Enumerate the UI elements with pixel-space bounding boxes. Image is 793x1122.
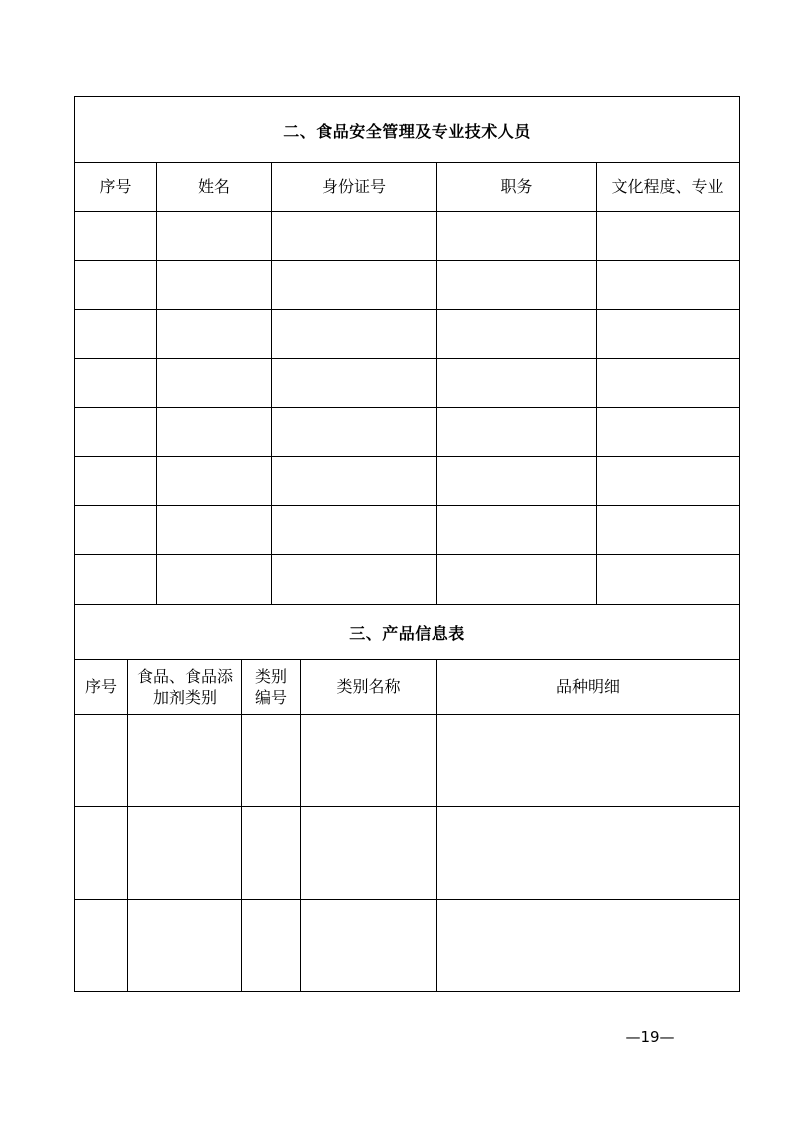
- column-divider: [156, 162, 157, 604]
- divider: [75, 211, 739, 212]
- divider: [75, 358, 739, 359]
- header-position: 职务: [500, 177, 533, 196]
- column-divider: [596, 162, 597, 604]
- divider: [75, 554, 739, 555]
- section2-title: 二、食品安全管理及专业技术人员: [283, 122, 531, 141]
- header-id-number: 身份证号: [321, 177, 386, 196]
- page-number: —19—: [625, 1028, 675, 1046]
- header-serial-number: 序号: [84, 677, 117, 696]
- divider: [75, 714, 739, 715]
- section3-title: 三、产品信息表: [349, 624, 465, 643]
- column-divider: [127, 659, 128, 991]
- header-name: 姓名: [197, 177, 230, 196]
- header-variety-details: 品种明细: [555, 677, 620, 696]
- column-divider: [241, 659, 242, 991]
- divider: [75, 456, 739, 457]
- divider: [75, 309, 739, 310]
- header-category-code: 类别编号: [254, 666, 287, 707]
- column-divider: [436, 162, 437, 604]
- divider: [75, 407, 739, 408]
- form-table: [74, 96, 740, 992]
- divider: [75, 899, 739, 900]
- header-food-additive-category: 食品、食品添加剂类别: [136, 666, 233, 707]
- divider: [75, 260, 739, 261]
- header-education-major: 文化程度、专业: [611, 177, 724, 196]
- header-serial-number: 序号: [99, 177, 132, 196]
- divider: [75, 806, 739, 807]
- header-category-name: 类别名称: [336, 677, 401, 696]
- divider: [75, 505, 739, 506]
- divider: [75, 604, 739, 605]
- column-divider: [271, 162, 272, 604]
